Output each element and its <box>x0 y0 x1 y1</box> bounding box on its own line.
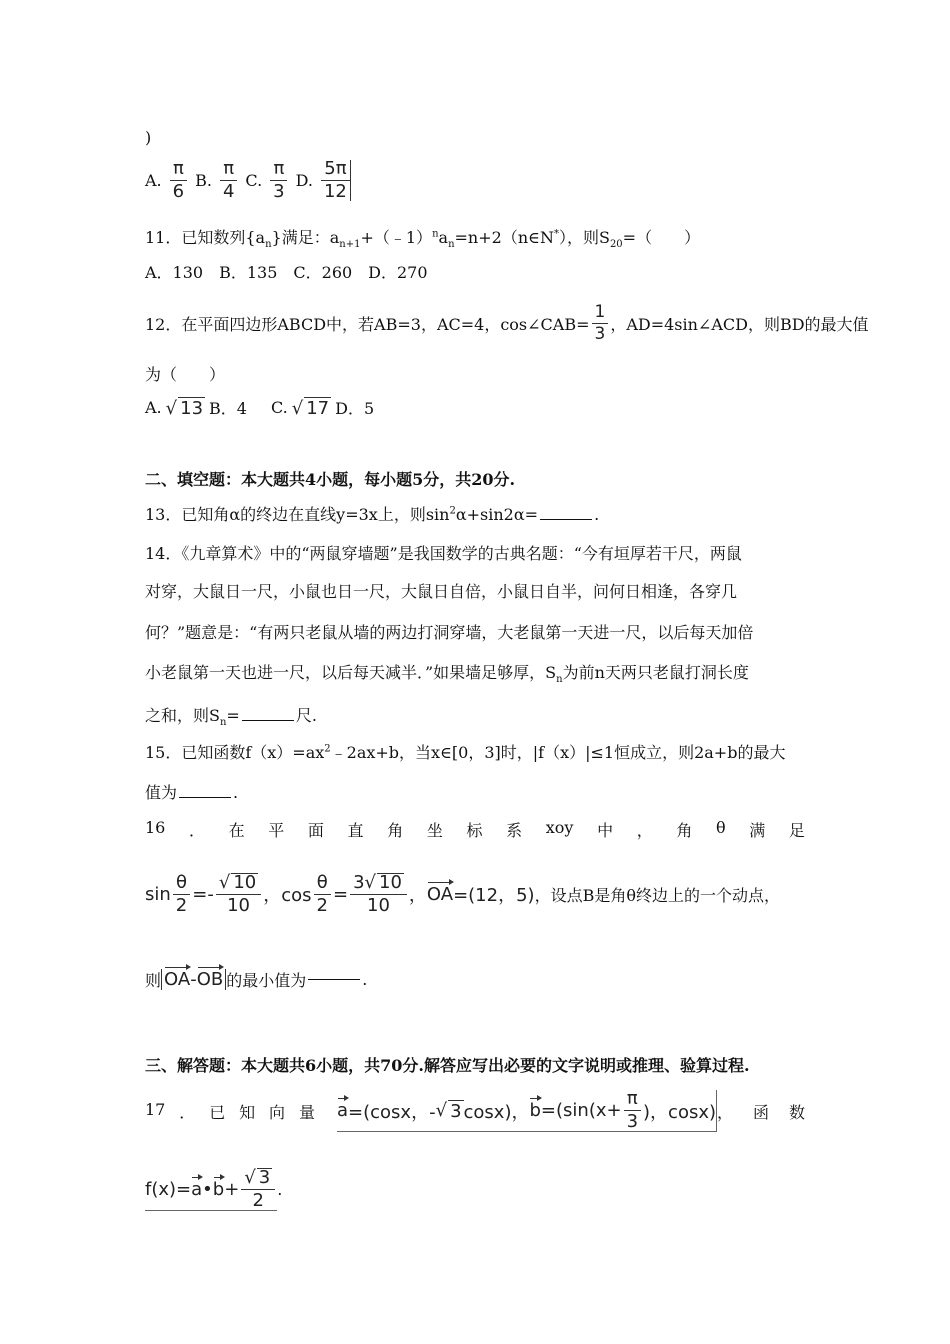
q10-option-b-label: B. <box>195 171 212 190</box>
q12-option-a-sqrt: √ 13 <box>165 397 204 419</box>
q10-option-d-fraction: $\frac{5\pi}{12}$ <box>321 160 351 201</box>
q12-question-line2: 为（ ） <box>145 365 226 384</box>
q13-answer-blank[interactable] <box>540 519 592 520</box>
q10-option-c-fraction: $\frac{\pi}{3}$ <box>270 160 287 201</box>
q16-vector-difference-norm: OA-OB <box>161 969 226 990</box>
q10-option-a-label: A. <box>145 171 162 190</box>
q12-fraction: $\frac{1}{3}$ <box>592 304 609 343</box>
q15-line1: 15．已知函数$f(x)=ax^2﹣2ax+b$，当x∈[0，3]时，|f（x）|≤1恒成立，则2a+b的最大 <box>145 743 786 762</box>
q14-line4: 小老鼠第一天也进一尺，以后每天减半．”如果墙足够厚，$S_n$为前n天两只老鼠打洞长度 <box>145 663 749 686</box>
section-3-heading: 三、解答题：本大题共6小题，共70分.解答应写出必要的文字说明或推理、验算过程. <box>145 1056 750 1075</box>
q16-formula-sin: sin $\frac{\theta}{2}$ =- $\frac{√ 10}{10}$ ，cos $\frac{\theta}{2}$ = $\frac{3√ 10}{10}$ ， OA =(12，5) <box>145 871 535 916</box>
q14-line1: 14．《九章算术》中的“两鼠穿墙题”是我国数学的古典名题：“今有垣厚若干尺，两鼠 <box>145 544 742 563</box>
q11-options: A．130 B．135 C．260 D．270 <box>145 263 428 282</box>
q17-vectors-formula: a =(cosx，- √ 3 cosx)， b =(sin(x+ $\frac{\pi}{3}$ )，cosx) <box>337 1088 717 1132</box>
q14-line2: 对穿，大鼠日一尺，小鼠也日一尺，大鼠日自倍，小鼠日自半，问何日相逢，各穿几 <box>145 582 738 601</box>
q10-options <box>145 160 353 201</box>
q15-line2: 值为 . <box>145 783 239 802</box>
q14-answer-blank[interactable] <box>242 720 294 721</box>
q10-option-a-fraction: $\frac{\pi}{6}$ <box>170 160 187 201</box>
q10-option-d-label: D. <box>295 171 313 190</box>
q17-line2: f(x)= a • b + $\frac{√ 3}{2}$ . <box>145 1167 283 1211</box>
q15-answer-blank[interactable] <box>179 797 231 798</box>
q14-line3: 何？”题意是：“有两只老鼠从墙的两边打洞穿墙，大老鼠第一天进一尺，以后每天加倍 <box>145 623 754 642</box>
q11-question: 11．已知数列$\{a_n\}$满足：$a_{n+1}+(﹣1)^na_n=n+2(n\in N^*)$，则$S_{20}=$（ ） <box>145 228 701 251</box>
q10-option-c-label: C. <box>245 171 263 190</box>
q10-tail: ) <box>145 128 152 147</box>
q17-function-formula: f(x)= a • b + $\frac{√ 3}{2}$ <box>145 1168 277 1211</box>
q17-line1: 17 ． 已 知 向 量 a =(cosx，- √ 3 cosx)， b =(sin(x+ $\frac{\pi}{3}$ )，cosx) ， 函 数 <box>145 1088 805 1132</box>
q16-vector-oa: OA <box>426 883 454 905</box>
q12-question: 12．在平面四边形ABCD中，若AB=3，AC=4，cos∠CAB= $\frac{1}{3}$ ，AD=4sin∠ACD，则BD的最大值 <box>145 302 869 344</box>
q16-line3: 则 OA-OB 的最小值为 . <box>145 969 368 990</box>
q16-answer-blank[interactable] <box>308 979 360 980</box>
q16-line2: sin $\frac{\theta}{2}$ =- $\frac{√ 10}{10}$ ，cos $\frac{\theta}{2}$ = $\frac{3√ 10}{10}$ ， OA =(12，5) ，设点B是角θ终边上的一个动点， <box>145 871 780 916</box>
q12-options: A. √ 13 B．4 C. √ 17 D．5 <box>145 397 375 419</box>
q10-option-b-fraction: $\frac{\pi}{4}$ <box>220 160 237 201</box>
q14-line5: 之和，则$S_n=$ 尺. <box>145 706 317 729</box>
q12-option-c-sqrt: √ 17 <box>291 397 330 419</box>
q16-line1: 16 ． 在 平 面 直 角 坐 标 系 xoy 中 ， 角 θ 满 足 <box>145 818 805 840</box>
q13-question: 13．已知角α的终边在直线y=3x上，则$\sin^2\alpha+\sin 2\alpha=$ . <box>145 505 600 524</box>
section-2-heading: 二、填空题：本大题共4小题，每小题5分，共20分. <box>145 470 516 489</box>
